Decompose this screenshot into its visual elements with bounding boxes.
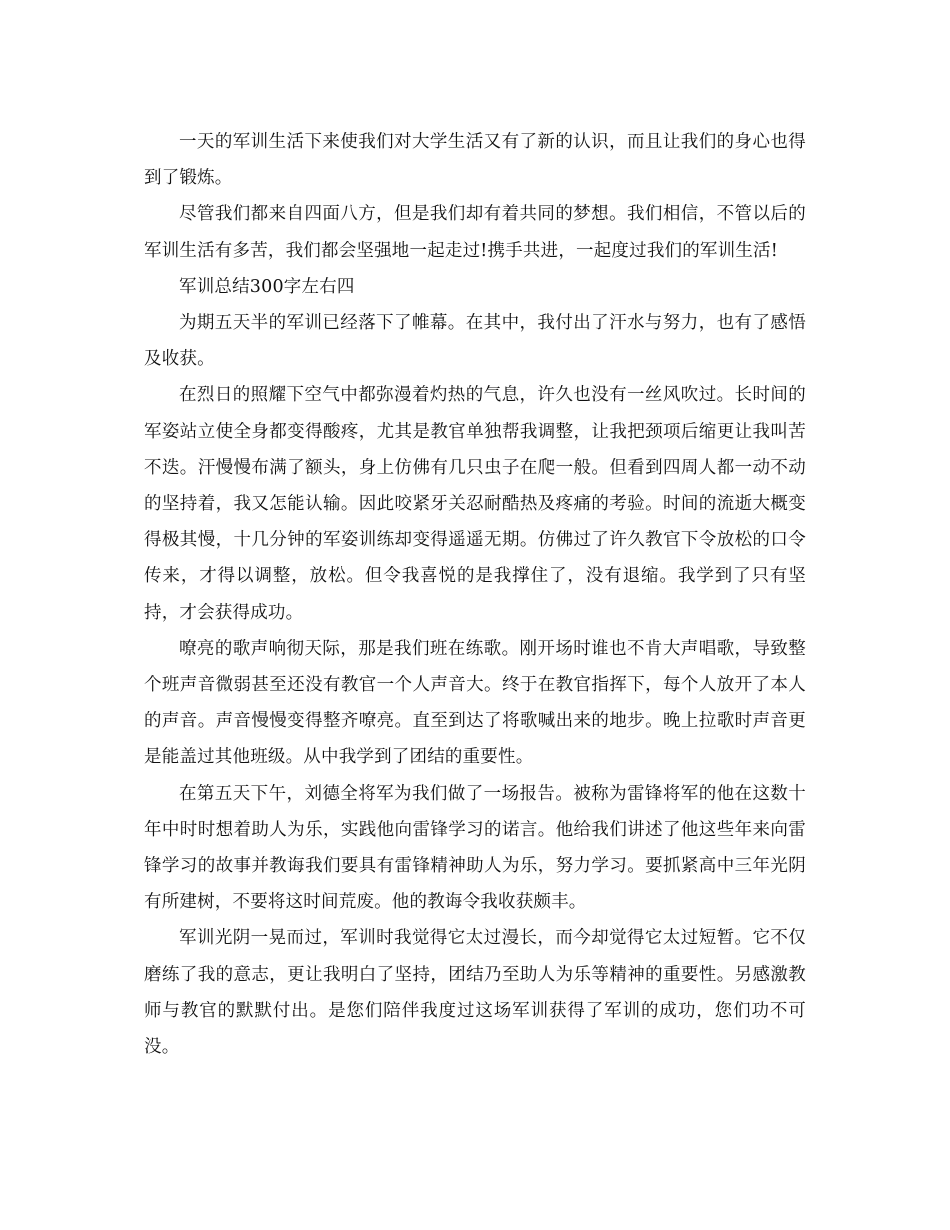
section-heading: 军训总结300字左右四: [179, 276, 355, 297]
paragraph-1: 一天的军训生活下来使我们对大学生活又有了新的认识，而且让我们的身心也得到了锻炼。: [144, 132, 806, 189]
document-body: [144, 124, 806, 1065]
paragraph-2: 尽管我们都来自四面八方，但是我们却有着共同的梦想。我们相信，不管以后的军训生活有多苦，我们都会坚强地一起走过!携手共进，一起度过我们的军训生活!: [144, 204, 806, 261]
paragraph-4: 在烈日的照耀下空气中都弥漫着灼热的气息，许久也没有一丝风吹过。长时间的军姿站立使全身都变得酸疼，尤其是教官单独帮我调整，让我把颈项后缩更让我叫苦不迭。汗慢慢布满了额头，身上仿佛有几只虫子在爬一般。但看到四周人都一动不动的坚持着，我又怎能认输。因此咬紧牙关忍耐酷热及疼痛的考验。时间的流逝大概变得极其慢，十几分钟的军姿训练却变得遥遥无期。仿佛过了许久教官下令放松的口令传来，才得以调整，放松。但令我喜悦的是我撑住了，没有退缩。我学到了只有坚持，才会获得成功。: [144, 385, 806, 623]
paragraph-7: 军训光阴一晃而过，军训时我觉得它太过漫长，而今却觉得它太过短暂。它不仅磨练了我的意志，更让我明白了坚持，团结乃至助人为乐等精神的重要性。另感激教师与教官的默默付出。是您们陪伴我度过这场军训获得了军训的成功，您们功不可没。: [144, 928, 806, 1058]
paragraph-6: 在第五天下午，刘德全将军为我们做了一场报告。被称为雷锋将军的他在这数十年中时时想着助人为乐，实践他向雷锋学习的诺言。他给我们讲述了他这些年来向雷锋学习的故事并教诲我们要具有雷锋精神助人为乐，努力学习。要抓紧高中三年光阴有所建树，不要将这时间荒废。他的教诲令我收获颇丰。: [144, 783, 806, 913]
paragraph-5: 嘹亮的歌声响彻天际，那是我们班在练歌。刚开场时谁也不肯大声唱歌，导致整个班声音微弱甚至还没有教官一个人声音大。终于在教官指挥下，每个人放开了本人的声音。声音慢慢变得整齐嘹亮。直至到达了将歌喊出来的地步。晚上拉歌时声音更是能盖过其他班级。从中我学到了团结的重要性。: [144, 638, 806, 768]
paragraph-3: 为期五天半的军训已经落下了帷幕。在其中，我付出了汗水与努力，也有了感悟及收获。: [144, 313, 806, 370]
